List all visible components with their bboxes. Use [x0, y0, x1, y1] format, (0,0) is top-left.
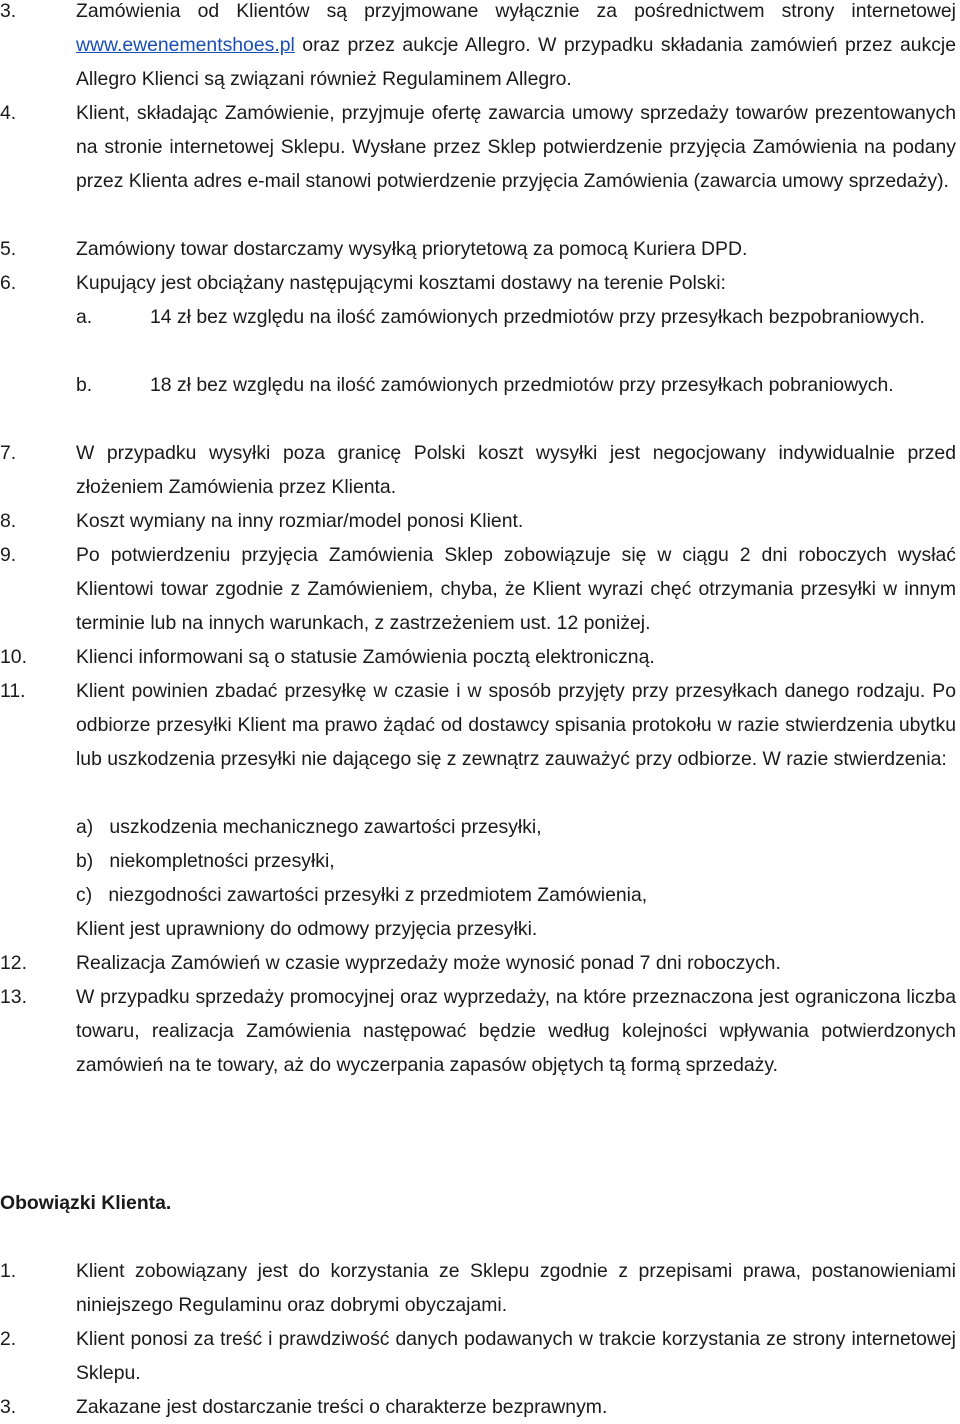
list-item-text: Zamówiony towar dostarczamy wysyłką priorytetową za pomocą Kuriera DPD.: [76, 238, 748, 260]
list-number: 2.: [0, 1328, 17, 1350]
list-number: 1.: [0, 1260, 17, 1282]
list-item-text: Realizacja Zamówień w czasie wyprzedaży może wynosić ponad 7 dni roboczych.: [76, 952, 781, 974]
list-item-text: Klient powinien zbadać przesyłkę w czasie i w sposób przyjęty przy przesyłkach danego rodzaju. Po odbiorze przesyłki Klient ma prawo żądać od dostawcy spisania protokołu w razie stwierdzenia ubytku lub uszkodzenia przesyłki nie dającego się z zewnątrz zauważyć przy odbiorze. W razie stwierdzenia:: [76, 680, 956, 770]
list-number: 8.: [0, 510, 17, 532]
list-item-text: Klient zobowiązany jest do korzystania ze Sklepu zgodnie z przepisami prawa, postanowieniami niniejszego Regulaminu oraz dobrymi obyczajami.: [76, 1260, 956, 1316]
list-item-7: [0, 436, 956, 504]
list-item-5: [0, 232, 956, 266]
list-item-12: [0, 946, 956, 980]
sub-item-letter: b.: [76, 374, 93, 396]
sub-item-text: niezgodności zawartości przesyłki z przedmiotem Zamówienia,: [108, 884, 648, 906]
sub-item-letter: a.: [76, 306, 93, 328]
list-item-3: [0, 0, 956, 96]
list-item-text: Po potwierdzeniu przyjęcia Zamówienia Sklep zobowiązuje się w ciągu 2 dni roboczych wysłać Klientowi towar zgodnie z Zamówieniem, chyba, że Klient wyrazi chęć otrzymania przesyłki w innym terminie lub na innych warunkach, z zastrzeżeniem ust. 12 poniżej.: [76, 544, 956, 634]
list-item-text: Klienci informowani są o statusie Zamówienia pocztą elektroniczną.: [76, 646, 655, 668]
list-number: 5.: [0, 238, 17, 260]
list-number: 6.: [0, 272, 17, 294]
list-item-11-conclusion: Klient jest uprawniony do odmowy przyjęcia przesyłki.: [76, 918, 538, 940]
sub-item-11a: [76, 810, 542, 844]
duty-item-1: [0, 1254, 956, 1322]
sub-item-text: 18 zł bez względu na ilość zamówionych przedmiotów przy przesyłkach pobraniowych.: [150, 374, 894, 396]
list-number: 4.: [0, 102, 17, 124]
list-item-13: [0, 980, 956, 1082]
list-number: 3.: [0, 1396, 17, 1418]
sub-item-letter: c): [76, 884, 93, 906]
list-item-text: Koszt wymiany na inny rozmiar/model ponosi Klient.: [76, 510, 524, 532]
list-item-6: [0, 266, 956, 300]
sub-item-6b: [76, 368, 956, 402]
sub-item-letter: b): [76, 850, 94, 872]
duty-item-2: [0, 1322, 956, 1390]
section-heading: Obowiązki Klienta.: [0, 1192, 172, 1214]
sub-item-11b: [76, 844, 335, 878]
list-item-text: W przypadku wysyłki poza granicę Polski koszt wysyłki jest negocjowany indywidualnie przed złożeniem Zamówienia przez Klienta.: [76, 442, 956, 498]
list-item-11: [0, 674, 956, 776]
list-item-text: Zakazane jest dostarczanie treści o charakterze bezprawnym.: [76, 1396, 608, 1418]
list-number: 10.: [0, 646, 27, 668]
sub-item-text: 14 zł bez względu na ilość zamówionych przedmiotów przy przesyłkach bezpobraniowych.: [150, 306, 925, 328]
list-number: 11.: [0, 680, 26, 702]
list-number: 12.: [0, 952, 27, 974]
sub-item-11c: [76, 878, 647, 912]
list-number: 7.: [0, 442, 17, 464]
list-item-text: Kupujący jest obciążany następującymi kosztami dostawy na terenie Polski:: [76, 272, 726, 294]
list-number: 9.: [0, 544, 17, 566]
list-number: 13.: [0, 986, 27, 1008]
list-item-8: [0, 504, 956, 538]
list-item-text: Klient ponosi za treść i prawdziwość danych podawanych w trakcie korzystania ze strony internetowej Sklepu.: [76, 1328, 956, 1384]
list-item-text: Zamówienia od Klientów są przyjmowane wyłącznie za pośrednictwem strony internetowej www.ewenementshoes.pl oraz przez aukcje Allegro. W przypadku składania zamówień przez aukcje Allegro Klienci są związani również Regulaminem Allegro.: [76, 0, 956, 90]
list-number: 3.: [0, 0, 17, 22]
sub-item-letter: a): [76, 816, 94, 838]
list-item-10: [0, 640, 956, 674]
sub-item-text: uszkodzenia mechanicznego zawartości przesyłki,: [109, 816, 542, 838]
list-item-4: [0, 96, 956, 198]
sub-item-6a: [76, 300, 956, 334]
list-item-text: W przypadku sprzedaży promocyjnej oraz wyprzedaży, na które przeznaczona jest ograniczona liczba towaru, realizacja Zamówienia następować będzie według kolejności wpływania potwierdzonych zamówień na te towary, aż do wyczerpania zapasów objętych tą formą sprzedaży.: [76, 986, 956, 1076]
list-item-9: [0, 538, 956, 640]
list-item-text: Klient, składając Zamówienie, przyjmuje ofertę zawarcia umowy sprzedaży towarów prezentowanych na stronie internetowej Sklepu. Wysłane przez Sklep potwierdzenie przyjęcia Zamówienia na podany przez Klienta adres e-mail stanowi potwierdzenie przyjęcia Zamówienia (zawarcia umowy sprzedaży).: [76, 102, 956, 192]
website-link[interactable]: www.ewenementshoes.pl: [76, 34, 295, 56]
duty-item-3: [0, 1390, 956, 1424]
sub-item-text: niekompletności przesyłki,: [109, 850, 335, 872]
